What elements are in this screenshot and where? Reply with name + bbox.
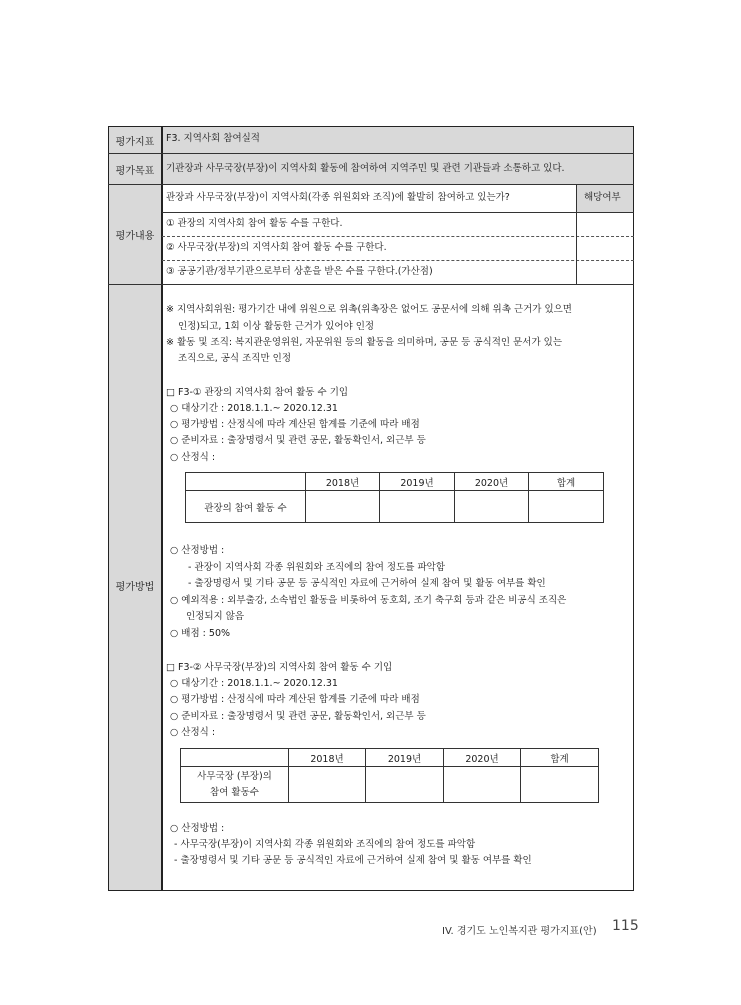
evaluation-sheet [108,126,634,891]
section2-line: ○ 준비자료 : 출장명령서 및 관련 공문, 활동확인서, 외근부 등 [170,711,426,722]
calc-method-item: - 사무국장(부장)이 지역사회 각종 위원회와 조직에의 참여 정도를 파악함 [174,839,476,850]
value-cell [306,491,380,523]
section2-line: ○ 대상기간 : 2018.1.1.~ 2020.12.31 [170,678,338,689]
note-line: 인정)되고, 1회 이상 활동한 근거가 있어야 인정 [178,321,375,332]
applicable-header: 해당여부 [584,192,621,203]
year-header: 2019년 [366,749,444,767]
content-label: 평가내용 [115,231,155,242]
content-item: ① 관장의 지역사회 참여 활동 수를 구한다. [166,218,343,229]
section2-line: ○ 산정식 : [170,727,216,738]
section1-title: □ F3-① 관장의 지역사회 참여 활동 수 기입 [166,387,349,398]
section2-title: □ F3-② 사무국장(부장)의 지역사회 참여 활동 수 기입 [166,662,393,673]
row-label-line: 참여 활동수 [210,786,259,798]
row-label: 관장의 참여 활동 수 [186,491,306,523]
note-line: ※ 지역사회위원: 평가기간 내에 위원으로 위촉(위촉장은 없어도 공문서에 의해 위촉 근거가 있으면 [166,304,572,315]
exception-line: 인정되지 않음 [186,611,245,622]
indicator-value: F3. 지역사회 참여실적 [166,133,260,144]
table-corner-cell [181,749,289,767]
content-item: ③ 공공기관/정부기관으로부터 상훈을 받은 수를 구한다.(가산점) [166,266,433,277]
section2-table [180,748,599,803]
page-number: 115 [612,918,639,934]
value-cell [529,491,604,523]
section1-line: ○ 산정식 : [170,452,216,463]
calc-method-title: ○ 산정방법 : [170,545,225,556]
value-cell [444,767,521,803]
value-cell [366,767,444,803]
note-line: ※ 활동 및 조직: 복지관운영위원, 자문위원 등의 활동을 의미하며, 공문 등 공식적인 문서가 있는 [166,337,563,348]
value-cell [380,491,455,523]
content-question: 관장과 사무국장(부장)이 지역사회(각종 위원회와 조직)에 활발히 참여하고 있는가? [166,192,510,203]
section1-line: ○ 대상기간 : 2018.1.1.~ 2020.12.31 [170,403,338,414]
footer-text: IV. 경기도 노인복지관 평가지표(안) [442,926,597,937]
year-header: 2019년 [380,473,455,491]
year-header: 2018년 [306,473,380,491]
calc-method-item: - 관장이 지역사회 각종 위원회와 조직에의 참여 정도를 파악함 [188,562,446,573]
method-label: 평가방법 [115,582,155,593]
calc-method-item: - 출장명령서 및 기타 공문 등 공식적인 자료에 근거하여 실제 참여 및 활동 여부를 확인 [174,855,532,866]
year-header: 2018년 [289,749,366,767]
row-label [181,767,289,803]
score-line: ○ 배점 : 50% [170,628,231,639]
section1-line: ○ 평가방법 : 산정식에 따라 계산된 합계를 기준에 따라 배점 [170,419,420,430]
table-corner-cell [186,473,306,491]
exception-line: ○ 예외적용 : 외부출강, 소속법인 활동을 비롯하여 동호회, 조기 축구회 등과 같은 비공식 조직은 [170,595,567,606]
value-cell [455,491,529,523]
section2-line: ○ 평가방법 : 산정식에 따라 계산된 합계를 기준에 따라 배점 [170,694,420,705]
note-line: 조직으로, 공식 조직만 인정 [178,353,292,364]
indicator-label: 평가지표 [115,137,155,148]
value-cell [289,767,366,803]
calc-method-item: - 출장명령서 및 기타 공문 등 공식적인 자료에 근거하여 실제 참여 및 활동 여부를 확인 [188,578,546,589]
row-label-line: 사무국장 (부장)의 [197,770,272,782]
value-cell [521,767,599,803]
total-header: 합계 [521,749,599,767]
section1-line: ○ 준비자료 : 출장명령서 및 관련 공문, 활동확인서, 외근부 등 [170,435,426,446]
total-header: 합계 [529,473,604,491]
content-item: ② 사무국장(부장)의 지역사회 참여 활동 수를 구한다. [166,242,387,253]
goal-value: 기관장과 사무국장(부장)이 지역사회 활동에 참여하여 지역주민 및 관련 기관들과 소통하고 있다. [166,163,565,174]
goal-label: 평가목표 [115,166,155,177]
year-header: 2020년 [444,749,521,767]
calc-method-title: ○ 산정방법 : [170,823,225,834]
section1-table [185,472,604,523]
year-header: 2020년 [455,473,529,491]
